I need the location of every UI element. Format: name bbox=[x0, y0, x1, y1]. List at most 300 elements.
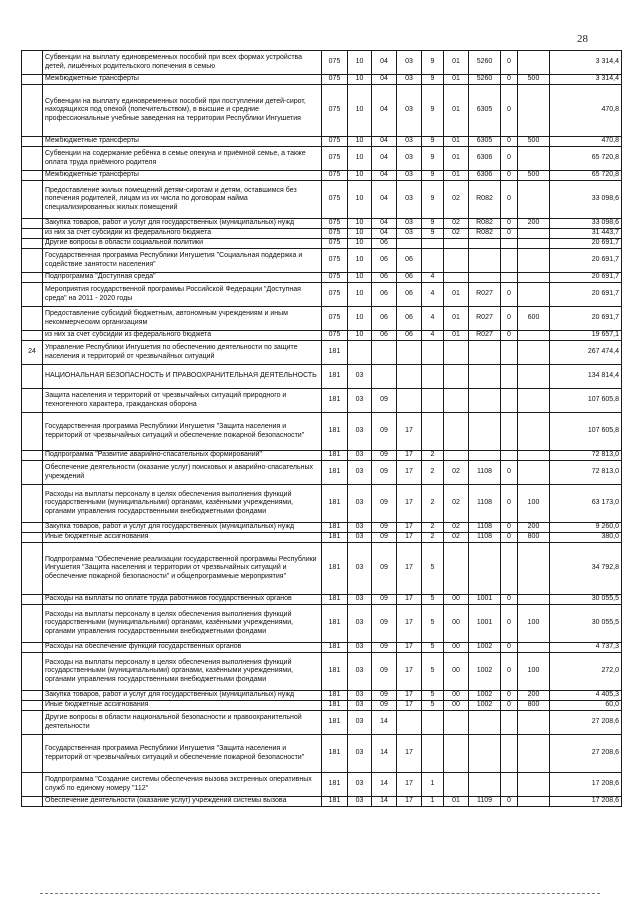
row-number bbox=[22, 239, 43, 249]
program-code: 17 bbox=[397, 485, 422, 523]
row-number bbox=[22, 249, 43, 273]
table-row bbox=[22, 735, 622, 773]
table-row bbox=[22, 461, 622, 485]
sub-direction-code: 0 bbox=[501, 283, 518, 307]
table-row bbox=[22, 341, 622, 365]
subsection-code: 09 bbox=[372, 605, 397, 643]
event-code bbox=[444, 365, 469, 389]
subprogram-code: 2 bbox=[422, 485, 444, 523]
program-code bbox=[397, 239, 422, 249]
admin-code: 181 bbox=[322, 643, 348, 653]
expense-type-code: 200 bbox=[518, 691, 550, 701]
admin-code: 181 bbox=[322, 711, 348, 735]
admin-code: 181 bbox=[322, 735, 348, 773]
item-name: Субвенции на выплату единовременных пособий при поступлении детей-сирот, находящихся под опекой (попечительством), в высшие и средние профессиональные учебные заведения на территории Республики Ингушетия bbox=[43, 85, 322, 137]
amount: 3 314,4 bbox=[550, 51, 622, 75]
admin-code: 181 bbox=[322, 691, 348, 701]
admin-code: 075 bbox=[322, 249, 348, 273]
amount: 60,0 bbox=[550, 701, 622, 711]
direction-code: R082 bbox=[469, 229, 501, 239]
sub-direction-code: 0 bbox=[501, 653, 518, 691]
table-row bbox=[22, 75, 622, 85]
row-number bbox=[22, 283, 43, 307]
row-number bbox=[22, 85, 43, 137]
expense-type-code bbox=[518, 273, 550, 283]
subsection-code: 06 bbox=[372, 249, 397, 273]
row-number: 24 bbox=[22, 341, 43, 365]
item-name: Межбюджетные трансферты bbox=[43, 171, 322, 181]
sub-direction-code bbox=[501, 451, 518, 461]
table-row bbox=[22, 797, 622, 807]
sub-direction-code: 0 bbox=[501, 461, 518, 485]
event-code: 02 bbox=[444, 181, 469, 219]
program-code: 17 bbox=[397, 653, 422, 691]
subsection-code: 04 bbox=[372, 147, 397, 171]
sub-direction-code: 0 bbox=[501, 85, 518, 137]
event-code: 01 bbox=[444, 137, 469, 147]
table-row bbox=[22, 365, 622, 389]
admin-code: 075 bbox=[322, 137, 348, 147]
expense-type-code: 600 bbox=[518, 307, 550, 331]
subsection-code: 14 bbox=[372, 773, 397, 797]
row-number bbox=[22, 307, 43, 331]
direction-code: 1108 bbox=[469, 485, 501, 523]
section-code: 03 bbox=[348, 735, 372, 773]
program-code: 03 bbox=[397, 181, 422, 219]
sub-direction-code bbox=[501, 389, 518, 413]
event-code: 00 bbox=[444, 595, 469, 605]
sub-direction-code: 0 bbox=[501, 485, 518, 523]
program-code: 06 bbox=[397, 307, 422, 331]
event-code: 01 bbox=[444, 75, 469, 85]
sub-direction-code: 0 bbox=[501, 643, 518, 653]
row-number bbox=[22, 181, 43, 219]
item-name: Государственная программа Республики Ингушетия "Защита населения и территорий от чрезвычайных ситуаций и обеспечение пожарной безопасности" bbox=[43, 413, 322, 451]
direction-code: 6306 bbox=[469, 147, 501, 171]
direction-code: R027 bbox=[469, 283, 501, 307]
expense-type-code bbox=[518, 249, 550, 273]
program-code: 17 bbox=[397, 797, 422, 807]
expense-type-code bbox=[518, 85, 550, 137]
event-code: 00 bbox=[444, 643, 469, 653]
expense-type-code: 100 bbox=[518, 605, 550, 643]
row-number bbox=[22, 797, 43, 807]
event-code: 02 bbox=[444, 485, 469, 523]
event-code: 00 bbox=[444, 691, 469, 701]
subprogram-code: 5 bbox=[422, 653, 444, 691]
item-name: Иные бюджетные ассигнования bbox=[43, 533, 322, 543]
expense-type-code bbox=[518, 413, 550, 451]
event-code: 00 bbox=[444, 605, 469, 643]
sub-direction-code bbox=[501, 273, 518, 283]
subsection-code: 14 bbox=[372, 735, 397, 773]
table-row bbox=[22, 533, 622, 543]
sub-direction-code: 0 bbox=[501, 701, 518, 711]
amount: 33 098,6 bbox=[550, 219, 622, 229]
subprogram-code: 5 bbox=[422, 701, 444, 711]
subprogram-code: 9 bbox=[422, 85, 444, 137]
program-code bbox=[397, 341, 422, 365]
subprogram-code: 5 bbox=[422, 605, 444, 643]
amount: 107 605,8 bbox=[550, 413, 622, 451]
event-code: 00 bbox=[444, 653, 469, 691]
program-code: 03 bbox=[397, 85, 422, 137]
direction-code: 1002 bbox=[469, 701, 501, 711]
row-number bbox=[22, 773, 43, 797]
subsection-code: 09 bbox=[372, 523, 397, 533]
event-code bbox=[444, 735, 469, 773]
expense-type-code: 800 bbox=[518, 533, 550, 543]
admin-code: 181 bbox=[322, 389, 348, 413]
admin-code: 075 bbox=[322, 307, 348, 331]
item-name: Управление Республики Ингушетия по обеспечению деятельности по защите населения и территорий от чрезвычайных ситуаций bbox=[43, 341, 322, 365]
admin-code: 075 bbox=[322, 283, 348, 307]
subprogram-code: 9 bbox=[422, 147, 444, 171]
expense-type-code: 800 bbox=[518, 701, 550, 711]
program-code: 03 bbox=[397, 219, 422, 229]
admin-code: 075 bbox=[322, 331, 348, 341]
subprogram-code bbox=[422, 239, 444, 249]
section-code: 03 bbox=[348, 653, 372, 691]
table-row bbox=[22, 653, 622, 691]
section-code: 10 bbox=[348, 85, 372, 137]
event-code bbox=[444, 543, 469, 595]
subprogram-code: 9 bbox=[422, 229, 444, 239]
sub-direction-code bbox=[501, 365, 518, 389]
table-row bbox=[22, 605, 622, 643]
row-number bbox=[22, 273, 43, 283]
section-code: 10 bbox=[348, 219, 372, 229]
sub-direction-code: 0 bbox=[501, 219, 518, 229]
table-row bbox=[22, 643, 622, 653]
subprogram-code bbox=[422, 735, 444, 773]
amount: 27 208,6 bbox=[550, 711, 622, 735]
subsection-code: 09 bbox=[372, 691, 397, 701]
table-row bbox=[22, 711, 622, 735]
sub-direction-code: 0 bbox=[501, 595, 518, 605]
row-number bbox=[22, 389, 43, 413]
program-code: 03 bbox=[397, 75, 422, 85]
expense-type-code bbox=[518, 643, 550, 653]
section-code: 03 bbox=[348, 773, 372, 797]
section-code: 03 bbox=[348, 797, 372, 807]
event-code bbox=[444, 773, 469, 797]
direction-code bbox=[469, 365, 501, 389]
item-name: Расходы на выплаты персоналу в целях обеспечения выполнения функций государственными (муниципальными) органами, казёнными учреждениями, органами управления государственными внебюджетными фондами bbox=[43, 653, 322, 691]
event-code bbox=[444, 249, 469, 273]
amount: 272,0 bbox=[550, 653, 622, 691]
expense-type-code: 200 bbox=[518, 219, 550, 229]
subprogram-code: 5 bbox=[422, 691, 444, 701]
row-number bbox=[22, 51, 43, 75]
amount: 470,8 bbox=[550, 85, 622, 137]
item-name: Закупка товаров, работ и услуг для государственных (муниципальных) нужд bbox=[43, 691, 322, 701]
subprogram-code: 4 bbox=[422, 307, 444, 331]
subprogram-code: 4 bbox=[422, 331, 444, 341]
event-code: 00 bbox=[444, 701, 469, 711]
item-name: Обеспечение деятельности (оказание услуг) поисковых и аварийно-спасательных учреждений bbox=[43, 461, 322, 485]
expense-type-code bbox=[518, 239, 550, 249]
program-code: 06 bbox=[397, 273, 422, 283]
subsection-code: 09 bbox=[372, 643, 397, 653]
expense-type-code bbox=[518, 283, 550, 307]
subprogram-code: 9 bbox=[422, 219, 444, 229]
program-code: 17 bbox=[397, 413, 422, 451]
section-code: 03 bbox=[348, 451, 372, 461]
event-code: 02 bbox=[444, 219, 469, 229]
event-code: 02 bbox=[444, 523, 469, 533]
row-number bbox=[22, 595, 43, 605]
sub-direction-code: 0 bbox=[501, 533, 518, 543]
subprogram-code: 4 bbox=[422, 283, 444, 307]
row-number bbox=[22, 711, 43, 735]
program-code: 17 bbox=[397, 533, 422, 543]
subprogram-code: 4 bbox=[422, 273, 444, 283]
admin-code: 181 bbox=[322, 523, 348, 533]
table-row bbox=[22, 239, 622, 249]
row-number bbox=[22, 543, 43, 595]
sub-direction-code: 0 bbox=[501, 137, 518, 147]
section-code: 03 bbox=[348, 595, 372, 605]
expense-type-code bbox=[518, 51, 550, 75]
row-number bbox=[22, 533, 43, 543]
admin-code: 181 bbox=[322, 653, 348, 691]
subsection-code: 14 bbox=[372, 797, 397, 807]
subsection-code: 09 bbox=[372, 461, 397, 485]
direction-code: R082 bbox=[469, 219, 501, 229]
subsection-code: 09 bbox=[372, 595, 397, 605]
subprogram-code bbox=[422, 365, 444, 389]
amount: 30 055,5 bbox=[550, 595, 622, 605]
event-code bbox=[444, 341, 469, 365]
program-code: 17 bbox=[397, 643, 422, 653]
section-code: 03 bbox=[348, 543, 372, 595]
sub-direction-code bbox=[501, 239, 518, 249]
section-code: 03 bbox=[348, 605, 372, 643]
item-name: Расходы на выплаты по оплате труда работников государственных органов bbox=[43, 595, 322, 605]
table-row bbox=[22, 147, 622, 171]
program-code bbox=[397, 711, 422, 735]
row-number bbox=[22, 137, 43, 147]
section-code: 10 bbox=[348, 51, 372, 75]
row-number bbox=[22, 485, 43, 523]
item-name: Субвенции на выплату единовременных пособий при всех формах устройства детей, лишённых родительского попечения в семью bbox=[43, 51, 322, 75]
row-number bbox=[22, 229, 43, 239]
admin-code: 181 bbox=[322, 797, 348, 807]
item-name: Государственная программа Республики Ингушетия "Защита населения и территорий от чрезвычайных ситуаций и обеспечение пожарной безопасности" bbox=[43, 735, 322, 773]
table-row bbox=[22, 249, 622, 273]
subprogram-code: 2 bbox=[422, 523, 444, 533]
event-code: 02 bbox=[444, 533, 469, 543]
section-code: 03 bbox=[348, 643, 372, 653]
amount: 30 055,5 bbox=[550, 605, 622, 643]
expense-type-code bbox=[518, 735, 550, 773]
item-name: Межбюджетные трансферты bbox=[43, 75, 322, 85]
subprogram-code: 2 bbox=[422, 461, 444, 485]
expense-type-code: 500 bbox=[518, 171, 550, 181]
expense-type-code bbox=[518, 341, 550, 365]
event-code: 01 bbox=[444, 307, 469, 331]
table-row bbox=[22, 137, 622, 147]
table-row bbox=[22, 701, 622, 711]
event-code: 01 bbox=[444, 797, 469, 807]
subsection-code: 06 bbox=[372, 239, 397, 249]
table-row bbox=[22, 451, 622, 461]
subprogram-code: 9 bbox=[422, 75, 444, 85]
amount: 27 208,6 bbox=[550, 735, 622, 773]
admin-code: 075 bbox=[322, 219, 348, 229]
program-code: 03 bbox=[397, 137, 422, 147]
sub-direction-code bbox=[501, 735, 518, 773]
program-code: 17 bbox=[397, 461, 422, 485]
direction-code bbox=[469, 273, 501, 283]
subsection-code: 04 bbox=[372, 75, 397, 85]
amount: 20 691,7 bbox=[550, 239, 622, 249]
amount: 20 691,7 bbox=[550, 307, 622, 331]
expense-type-code bbox=[518, 595, 550, 605]
amount: 33 098,6 bbox=[550, 181, 622, 219]
item-name: НАЦИОНАЛЬНАЯ БЕЗОПАСНОСТЬ И ПРАВООХРАНИТЕЛЬНАЯ ДЕЯТЕЛЬНОСТЬ bbox=[43, 365, 322, 389]
subsection-code: 09 bbox=[372, 413, 397, 451]
item-name: Подпрограмма "Доступная среда" bbox=[43, 273, 322, 283]
section-code: 10 bbox=[348, 273, 372, 283]
item-name: Расходы на выплаты персоналу в целях обеспечения выполнения функций государственными (муниципальными) органами, казёнными учреждениями, органами управления государственными внебюджетными фондами bbox=[43, 485, 322, 523]
direction-code bbox=[469, 773, 501, 797]
expense-type-code: 200 bbox=[518, 523, 550, 533]
section-code: 10 bbox=[348, 283, 372, 307]
direction-code: 6306 bbox=[469, 171, 501, 181]
admin-code: 181 bbox=[322, 543, 348, 595]
direction-code: 1002 bbox=[469, 643, 501, 653]
subprogram-code: 9 bbox=[422, 137, 444, 147]
subsection-code bbox=[372, 365, 397, 389]
admin-code: 181 bbox=[322, 701, 348, 711]
direction-code: R027 bbox=[469, 331, 501, 341]
amount: 17 208,6 bbox=[550, 773, 622, 797]
direction-code bbox=[469, 451, 501, 461]
event-code: 02 bbox=[444, 461, 469, 485]
item-name: Мероприятия государственной программы Российской Федерации "Доступная среда" на 2011 - 2020 годы bbox=[43, 283, 322, 307]
amount: 470,8 bbox=[550, 137, 622, 147]
subsection-code: 09 bbox=[372, 389, 397, 413]
item-name: Расходы на выплаты персоналу в целях обеспечения выполнения функций государственными (муниципальными) органами, казёнными учреждениями, органами управления государственными внебюджетными фондами bbox=[43, 605, 322, 643]
event-code: 01 bbox=[444, 331, 469, 341]
event-code: 01 bbox=[444, 283, 469, 307]
table-row bbox=[22, 307, 622, 331]
admin-code: 075 bbox=[322, 229, 348, 239]
sub-direction-code bbox=[501, 773, 518, 797]
subsection-code: 06 bbox=[372, 307, 397, 331]
row-number bbox=[22, 701, 43, 711]
program-code: 06 bbox=[397, 331, 422, 341]
admin-code: 075 bbox=[322, 239, 348, 249]
subsection-code: 04 bbox=[372, 51, 397, 75]
program-code: 17 bbox=[397, 691, 422, 701]
row-number bbox=[22, 691, 43, 701]
sub-direction-code: 0 bbox=[501, 147, 518, 171]
subsection-code: 06 bbox=[372, 273, 397, 283]
amount: 65 720,8 bbox=[550, 147, 622, 171]
program-code: 06 bbox=[397, 283, 422, 307]
item-name: Закупка товаров, работ и услуг для государственных (муниципальных) нужд bbox=[43, 219, 322, 229]
subprogram-code bbox=[422, 249, 444, 273]
subsection-code: 09 bbox=[372, 533, 397, 543]
table-row bbox=[22, 595, 622, 605]
table-row bbox=[22, 331, 622, 341]
item-name: Предоставление субсидий бюджетным, автономным учреждениям и иным некоммерческим организациям bbox=[43, 307, 322, 331]
expense-type-code: 100 bbox=[518, 653, 550, 691]
section-code: 03 bbox=[348, 461, 372, 485]
subprogram-code bbox=[422, 341, 444, 365]
amount: 4 737,3 bbox=[550, 643, 622, 653]
event-code: 01 bbox=[444, 147, 469, 171]
amount: 380,0 bbox=[550, 533, 622, 543]
subprogram-code: 2 bbox=[422, 533, 444, 543]
item-name: Субвенции на содержание ребёнка в семье опекуна и приёмной семье, а также оплата труда приёмного родителя bbox=[43, 147, 322, 171]
row-number bbox=[22, 643, 43, 653]
row-number bbox=[22, 461, 43, 485]
section-code: 10 bbox=[348, 331, 372, 341]
expense-type-code bbox=[518, 181, 550, 219]
event-code bbox=[444, 451, 469, 461]
section-code: 03 bbox=[348, 701, 372, 711]
sub-direction-code bbox=[501, 413, 518, 451]
row-number bbox=[22, 331, 43, 341]
expense-type-code bbox=[518, 797, 550, 807]
program-code: 17 bbox=[397, 735, 422, 773]
event-code: 02 bbox=[444, 229, 469, 239]
direction-code bbox=[469, 341, 501, 365]
item-name: Обеспечение деятельности (оказание услуг) учреждений системы вызова bbox=[43, 797, 322, 807]
program-code: 17 bbox=[397, 701, 422, 711]
program-code: 17 bbox=[397, 523, 422, 533]
sub-direction-code: 0 bbox=[501, 797, 518, 807]
expense-type-code bbox=[518, 229, 550, 239]
expense-type-code bbox=[518, 543, 550, 595]
item-name: Предоставление жилых помещений детям-сиротам и детям, оставшимся без попечения родителей, лицам из их числа по договорам найма специализированных жилых помещений bbox=[43, 181, 322, 219]
program-code: 17 bbox=[397, 773, 422, 797]
subprogram-code: 5 bbox=[422, 595, 444, 605]
expense-type-code bbox=[518, 331, 550, 341]
direction-code: 1108 bbox=[469, 533, 501, 543]
direction-code bbox=[469, 711, 501, 735]
amount: 72 813,0 bbox=[550, 451, 622, 461]
section-code: 03 bbox=[348, 533, 372, 543]
table-row bbox=[22, 691, 622, 701]
direction-code: 5260 bbox=[469, 75, 501, 85]
subsection-code: 09 bbox=[372, 485, 397, 523]
table-row bbox=[22, 51, 622, 75]
program-code: 17 bbox=[397, 595, 422, 605]
direction-code: 1108 bbox=[469, 523, 501, 533]
program-code: 03 bbox=[397, 171, 422, 181]
amount: 267 474,4 bbox=[550, 341, 622, 365]
table-row bbox=[22, 283, 622, 307]
sub-direction-code bbox=[501, 543, 518, 595]
expense-type-code bbox=[518, 451, 550, 461]
admin-code: 181 bbox=[322, 461, 348, 485]
subprogram-code: 5 bbox=[422, 643, 444, 653]
subsection-code: 04 bbox=[372, 229, 397, 239]
admin-code: 181 bbox=[322, 413, 348, 451]
sub-direction-code bbox=[501, 711, 518, 735]
amount: 17 208,6 bbox=[550, 797, 622, 807]
program-code: 17 bbox=[397, 605, 422, 643]
item-name: Подпрограмма "Обеспечение реализации государственной программы Республики Ингушетия "Защита населения и территории от чрезвычайных ситуаций и обеспечение пожарной безопасности" и общепрограммные мероприятия" bbox=[43, 543, 322, 595]
direction-code: R082 bbox=[469, 181, 501, 219]
row-number bbox=[22, 523, 43, 533]
admin-code: 181 bbox=[322, 451, 348, 461]
